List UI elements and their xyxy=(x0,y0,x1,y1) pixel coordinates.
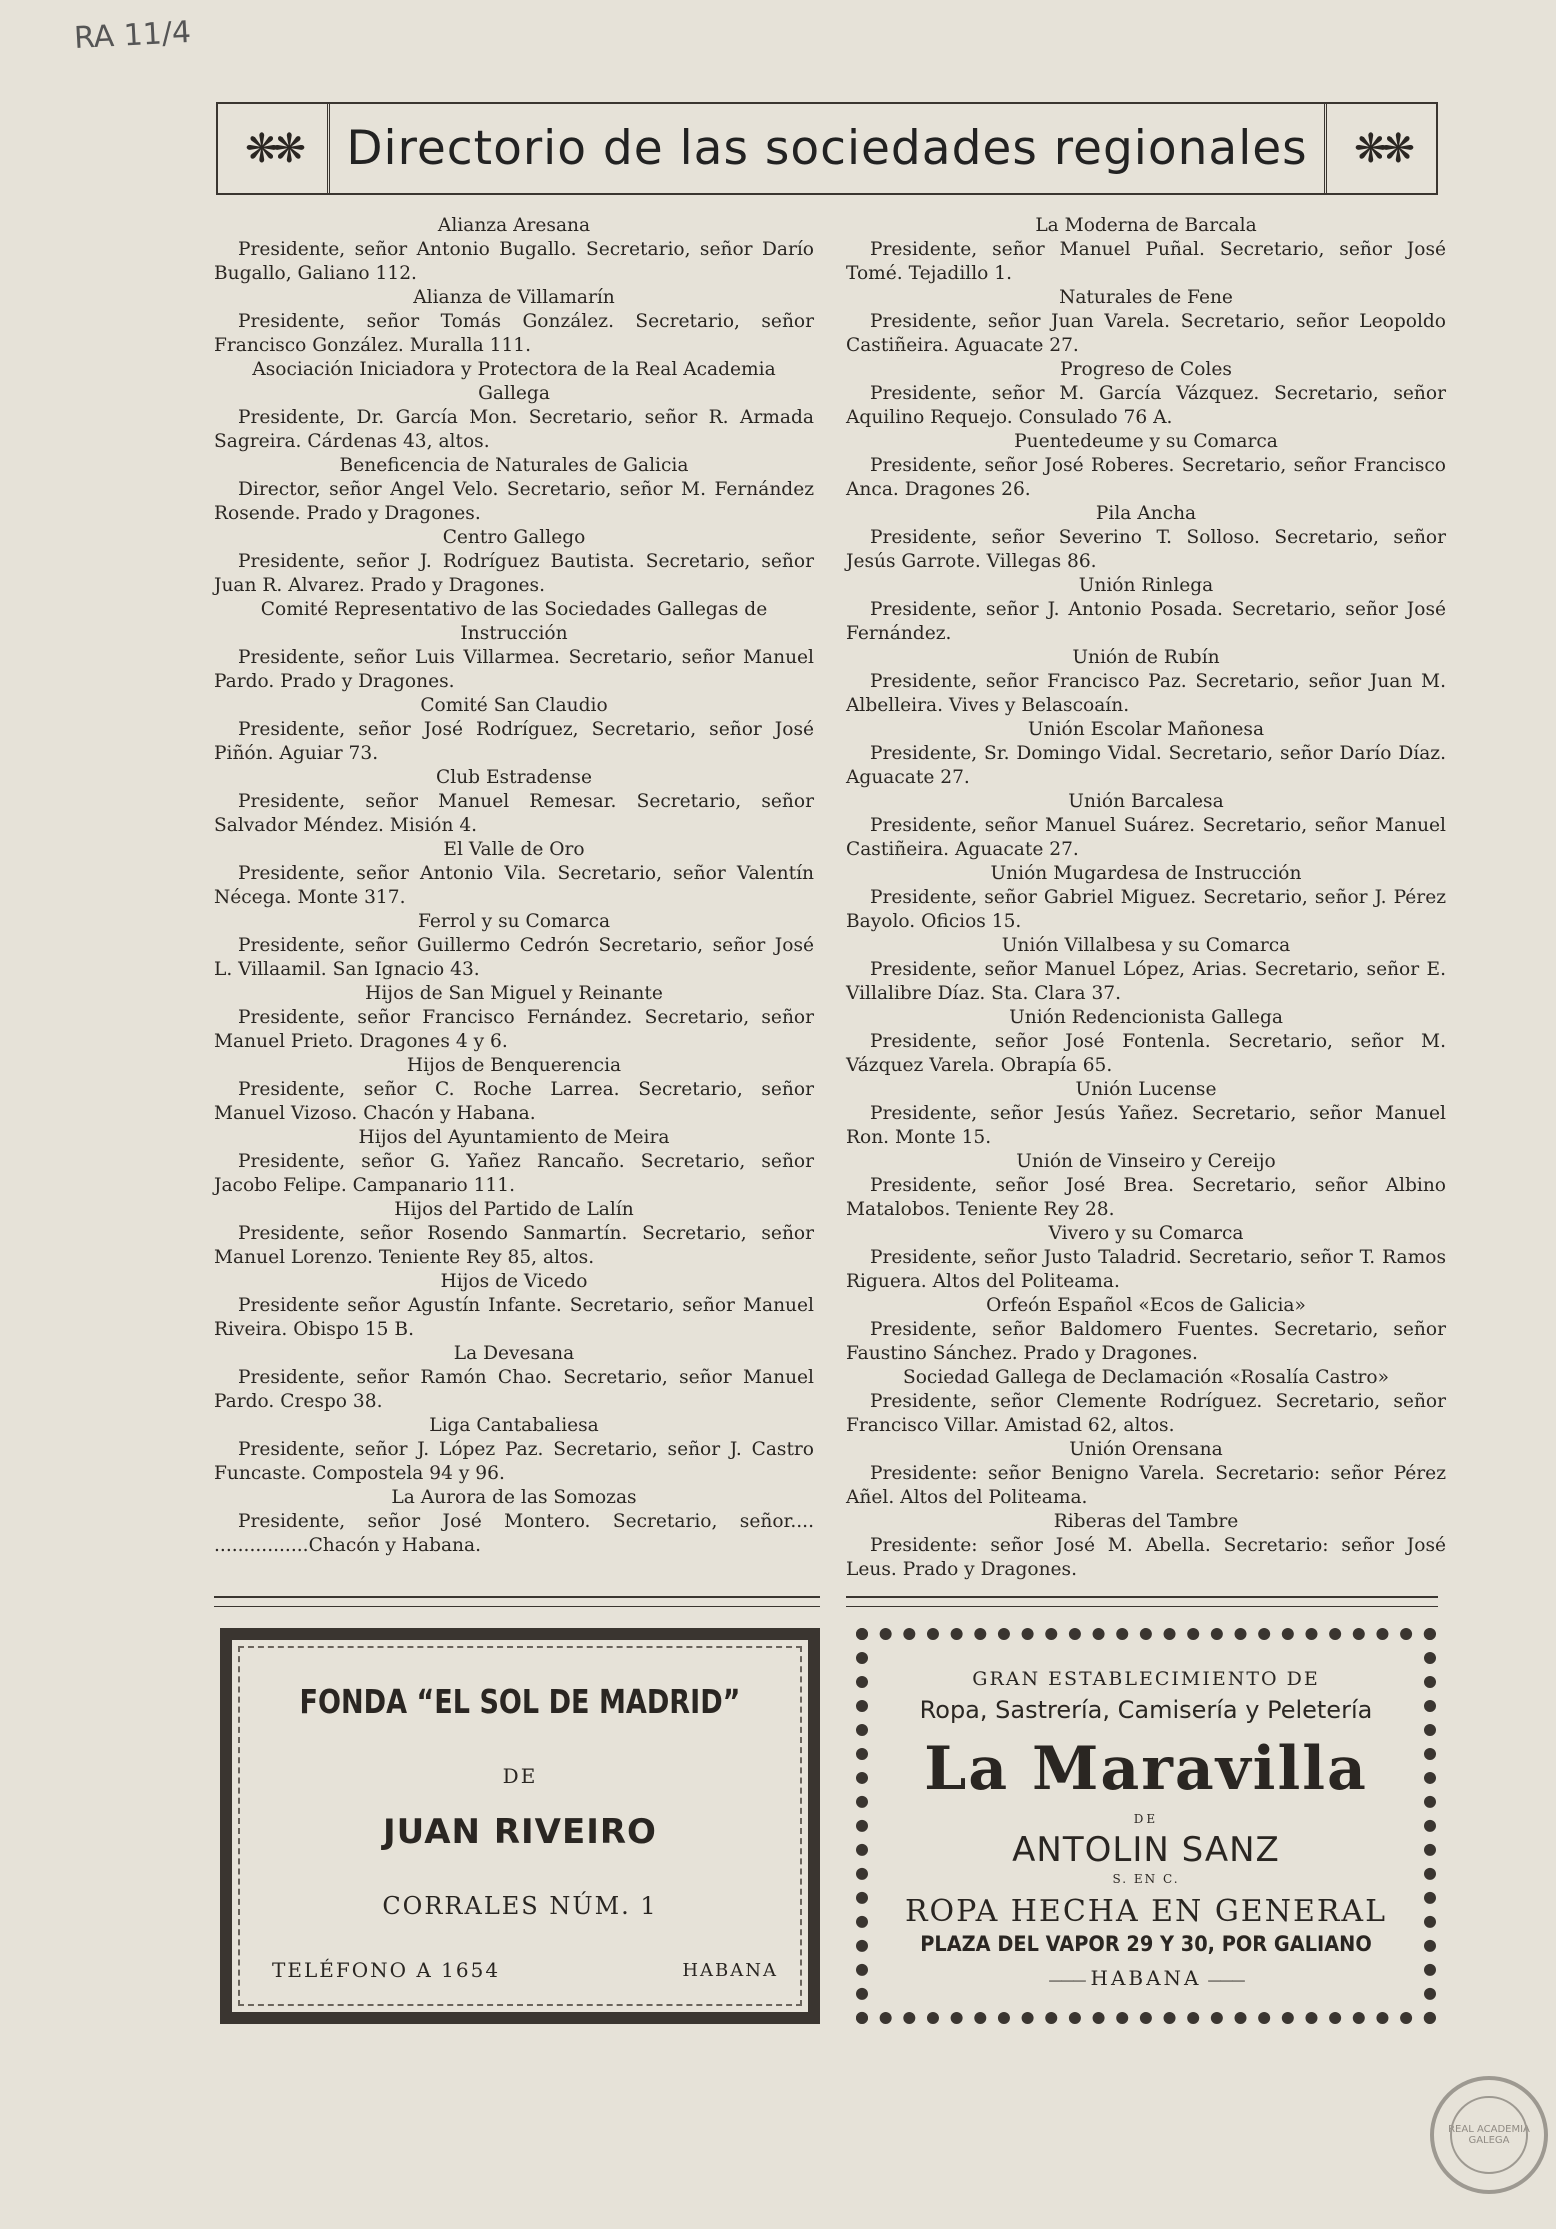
society-name: Alianza Aresana xyxy=(437,215,591,236)
society-name: Pila Ancha xyxy=(1095,503,1197,524)
society-officers: Presidente, señor Juan Varela. Secretario, señor Leopoldo Castiñeira. Aguacate 27. xyxy=(846,311,1446,356)
right-column xyxy=(846,214,1446,1582)
society-officers: Presidente, señor Ramón Chao. Secretario, señor Manuel Pardo. Crespo 38. xyxy=(214,1367,814,1412)
society-name: Unión Escolar Mañonesa xyxy=(1027,719,1265,740)
directory-header xyxy=(216,102,1438,195)
society-officers: Director, señor Angel Velo. Secretario, señor M. Fernández Rosende. Prado y Dragones. xyxy=(214,479,814,524)
society-entry xyxy=(846,358,1446,430)
society-entry xyxy=(846,1294,1446,1366)
society-officers: Presidente, señor Francisco Fernández. Secretario, señor Manuel Prieto. Dragones 4 y 6. xyxy=(214,1007,814,1052)
society-officers: Presidente, señor Tomás González. Secretario, señor Francisco González. Muralla 111. xyxy=(214,311,814,356)
society-entry xyxy=(846,1006,1446,1078)
society-officers: Presidente, señor Manuel Puñal. Secretario, señor José Tomé. Tejadillo 1. xyxy=(846,239,1446,284)
society-name: Sociedad Gallega de Declamación «Rosalía Castro» xyxy=(902,1367,1390,1388)
page-title: Directorio de las sociedades regionales xyxy=(346,121,1308,176)
society-officers: Presidente, señor Guillermo Cedrón Secretario, señor José L. Villaamil. San Ignacio 43. xyxy=(214,935,814,980)
society-entry xyxy=(214,1342,814,1414)
fonda-title: FONDA “EL SOL DE MADRID” xyxy=(299,1682,741,1721)
society-officers: Presidente, señor Antonio Vila. Secretario, señor Valentín Nécega. Monte 317. xyxy=(214,863,814,908)
society-name: Orfeón Español «Ecos de Galicia» xyxy=(986,1295,1306,1316)
society-entry xyxy=(214,1198,814,1270)
society-name: La Devesana xyxy=(453,1343,575,1364)
fonda-advertisement xyxy=(220,1628,820,2024)
society-officers: Presidente, señor José Fontenla. Secretario, señor M. Vázquez Varela. Obrapía 65. xyxy=(846,1031,1446,1076)
society-entry xyxy=(846,1510,1446,1582)
society-entry xyxy=(846,574,1446,646)
society-officers: Presidente, señor Severino T. Solloso. Secretario, señor Jesús Garrote. Villegas 86. xyxy=(846,527,1446,572)
society-name: Asociación Iniciadora y Protectora de la Real Academia Gallega xyxy=(252,359,776,404)
society-name: Unión de Vinseiro y Cereijo xyxy=(1016,1151,1276,1172)
society-name: Liga Cantabaliesa xyxy=(429,1415,599,1436)
society-entry xyxy=(214,454,814,526)
maravilla-de: DE xyxy=(1133,1812,1159,1826)
society-name: Unión Orensana xyxy=(1069,1439,1223,1460)
society-entry xyxy=(214,358,814,454)
society-officers: Presidente, señor Gabriel Miguez. Secretario, señor J. Pérez Bayolo. Oficios 15. xyxy=(846,887,1446,932)
society-entry xyxy=(846,790,1446,862)
society-entry xyxy=(214,214,814,286)
society-officers: Presidente, señor C. Roche Larrea. Secretario, señor Manuel Vizoso. Chacón y Habana. xyxy=(214,1079,814,1124)
society-officers: Presidente, señor J. Antonio Posada. Secretario, señor José Fernández. xyxy=(846,599,1446,644)
left-column xyxy=(214,214,814,1558)
divider-right xyxy=(846,1596,1438,1607)
society-officers: Presidente, señor Justo Taladrid. Secretario, señor T. Ramos Riguera. Altos del Politeama. xyxy=(846,1247,1446,1292)
society-entry xyxy=(846,862,1446,934)
society-officers: Presidente, señor Manuel López, Arias. Secretario, señor E. Villalibre Díaz. Sta. Clara 37. xyxy=(846,959,1446,1004)
society-name: Ferrol y su Comarca xyxy=(417,911,611,932)
society-entry xyxy=(214,1126,814,1198)
society-entry xyxy=(214,982,814,1054)
society-officers: Presidente, señor José Brea. Secretario, señor Albino Matalobos. Teniente Rey 28. xyxy=(846,1175,1446,1220)
society-officers: Presidente, señor Manuel Remesar. Secretario, señor Salvador Méndez. Misión 4. xyxy=(214,791,814,836)
maravilla-advertisement xyxy=(856,1628,1436,2024)
maravilla-owner: ANTOLIN SANZ xyxy=(1012,1830,1280,1870)
society-entry xyxy=(214,1054,814,1126)
society-entry xyxy=(846,502,1446,574)
society-officers: Presidente, señor J. López Paz. Secretario, señor J. Castro Funcaste. Compostela 94 y 96. xyxy=(214,1439,814,1484)
fonda-address: CORRALES NÚM. 1 xyxy=(382,1892,658,1920)
society-entry xyxy=(846,1438,1446,1510)
society-officers: Presidente: señor José M. Abella. Secretario: señor José Leus. Prado y Dragones. xyxy=(846,1535,1446,1580)
society-entry xyxy=(846,1366,1446,1438)
society-entry xyxy=(214,598,814,694)
society-entry xyxy=(846,1150,1446,1222)
fonda-owner: JUAN RIVEIRO xyxy=(383,1812,657,1852)
academy-seal-icon: REAL ACADEMIA GALEGA xyxy=(1430,2076,1548,2194)
society-officers: Presidente señor Agustín Infante. Secretario, señor Manuel Riveira. Obispo 15 B. xyxy=(214,1295,814,1340)
society-officers: Presidente, señor Rosendo Sanmartín. Secretario, señor Manuel Lorenzo. Teniente Rey 85, altos. xyxy=(214,1223,814,1268)
society-entry xyxy=(846,646,1446,718)
society-name: El Valle de Oro xyxy=(443,839,585,860)
society-entry xyxy=(214,1414,814,1486)
society-officers: Presidente, señor Baldomero Fuentes. Secretario, señor Faustino Sánchez. Prado y Dragones. xyxy=(846,1319,1446,1364)
society-name: Beneficencia de Naturales de Galicia xyxy=(339,455,689,476)
society-entry xyxy=(214,1270,814,1342)
society-officers: Presidente, Dr. García Mon. Secretario, señor R. Armada Sagreira. Cárdenas 43, altos. xyxy=(214,407,814,452)
society-name: Alianza de Villamarín xyxy=(413,287,615,308)
society-name: Unión Villalbesa y su Comarca xyxy=(1001,935,1291,956)
society-name: Hijos del Ayuntamiento de Meira xyxy=(358,1127,670,1148)
society-name: Comité Representativo de las Sociedades Gallegas de Instrucción xyxy=(260,599,768,644)
society-name: Unión Mugardesa de Instrucción xyxy=(990,863,1302,884)
society-entry xyxy=(214,838,814,910)
society-entry xyxy=(214,286,814,358)
maravilla-title: La Maravilla xyxy=(924,1734,1368,1804)
society-officers: Presidente, señor G. Yañez Rancaño. Secretario, señor Jacobo Felipe. Campanario 111. xyxy=(214,1151,814,1196)
society-officers: Presidente, señor Manuel Suárez. Secretario, señor Manuel Castiñeira. Aguacate 27. xyxy=(846,815,1446,860)
society-name: Hijos del Partido de Lalín xyxy=(394,1199,634,1220)
society-name: Comité San Claudio xyxy=(420,695,608,716)
society-officers: Presidente: señor Benigno Varela. Secretario: señor Pérez Añel. Altos del Politeama. xyxy=(846,1463,1446,1508)
society-name: La Aurora de las Somozas xyxy=(391,1487,637,1508)
fonda-de: DE xyxy=(502,1764,538,1788)
society-entry xyxy=(214,694,814,766)
society-name: Puentedeume y su Comarca xyxy=(1014,431,1278,452)
society-name: Centro Gallego xyxy=(442,527,586,548)
society-entry xyxy=(846,214,1446,286)
society-name: Vivero y su Comarca xyxy=(1048,1223,1244,1244)
maravilla-city: ——— HABANA ——— xyxy=(868,1966,1424,1990)
society-officers: Presidente, Sr. Domingo Vidal. Secretario, señor Darío Díaz. Aguacate 27. xyxy=(846,743,1446,788)
fonda-phone: TELÉFONO A 1654 xyxy=(272,1958,501,1982)
society-officers: Presidente, señor Clemente Rodríguez. Secretario, señor Francisco Villar. Amistad 62, altos. xyxy=(846,1391,1446,1436)
society-name: Unión de Rubín xyxy=(1072,647,1220,668)
divider-left xyxy=(214,1596,820,1607)
society-officers: Presidente, señor M. García Vázquez. Secretario, señor Aquilino Requejo. Consulado 76 A. xyxy=(846,383,1446,428)
society-name: Riberas del Tambre xyxy=(1053,1511,1239,1532)
ornament-right-icon: ❋❋ xyxy=(1324,104,1436,193)
society-name: Unión Lucense xyxy=(1075,1079,1217,1100)
society-officers: Presidente, señor Luis Villarmea. Secretario, señor Manuel Pardo. Prado y Dragones. xyxy=(214,647,814,692)
society-name: Unión Rinlega xyxy=(1078,575,1214,596)
society-entry xyxy=(846,934,1446,1006)
society-officers: Presidente, señor José Montero. Secretario, señor.... ................Chacón y Habana. xyxy=(214,1511,814,1556)
society-name: Hijos de Vicedo xyxy=(440,1271,588,1292)
maravilla-senc: S. EN C. xyxy=(1112,1872,1180,1886)
society-entry xyxy=(846,430,1446,502)
society-entry xyxy=(214,1486,814,1558)
society-officers: Presidente, señor Francisco Paz. Secretario, señor Juan M. Albelleira. Vives y Belascoaín. xyxy=(846,671,1446,716)
society-entry xyxy=(846,286,1446,358)
maravilla-subtitle: Ropa, Sastrería, Camisería y Peletería xyxy=(919,1696,1373,1724)
society-entry xyxy=(846,718,1446,790)
society-name: Hijos de San Miguel y Reinante xyxy=(365,983,663,1004)
society-officers: Presidente, señor Jesús Yañez. Secretario, señor Manuel Ron. Monte 15. xyxy=(846,1103,1446,1148)
maravilla-plaza: PLAZA DEL VAPOR 29 Y 30, POR GALIANO xyxy=(920,1932,1372,1956)
society-name: Unión Redencionista Gallega xyxy=(1009,1007,1283,1028)
society-entry xyxy=(214,766,814,838)
society-officers: Presidente, señor José Roberes. Secretario, señor Francisco Anca. Dragones 26. xyxy=(846,455,1446,500)
fonda-city: HABANA xyxy=(682,1960,778,1981)
ornament-left-icon: ❋❋ xyxy=(218,104,330,193)
society-entry xyxy=(846,1222,1446,1294)
maravilla-top: GRAN ESTABLECIMIENTO DE xyxy=(972,1668,1320,1690)
society-entry xyxy=(214,910,814,982)
maravilla-ropa: ROPA HECHA EN GENERAL xyxy=(904,1894,1388,1929)
society-name: Progreso de Coles xyxy=(1060,359,1232,380)
society-officers: Presidente, señor José Rodríguez, Secretario, señor José Piñón. Aguiar 73. xyxy=(214,719,814,764)
society-officers: Presidente, señor Antonio Bugallo. Secretario, señor Darío Bugallo, Galiano 112. xyxy=(214,239,814,284)
society-name: Hijos de Benquerencia xyxy=(406,1055,622,1076)
society-entry xyxy=(846,1078,1446,1150)
society-name: Unión Barcalesa xyxy=(1068,791,1224,812)
archive-mark: RA 11/4 xyxy=(73,14,192,57)
society-name: La Moderna de Barcala xyxy=(1035,215,1257,236)
society-name: Naturales de Fene xyxy=(1059,287,1233,308)
society-entry xyxy=(214,526,814,598)
society-name: Club Estradense xyxy=(436,767,592,788)
society-officers: Presidente, señor J. Rodríguez Bautista. Secretario, señor Juan R. Alvarez. Prado y Dragones. xyxy=(214,551,814,596)
